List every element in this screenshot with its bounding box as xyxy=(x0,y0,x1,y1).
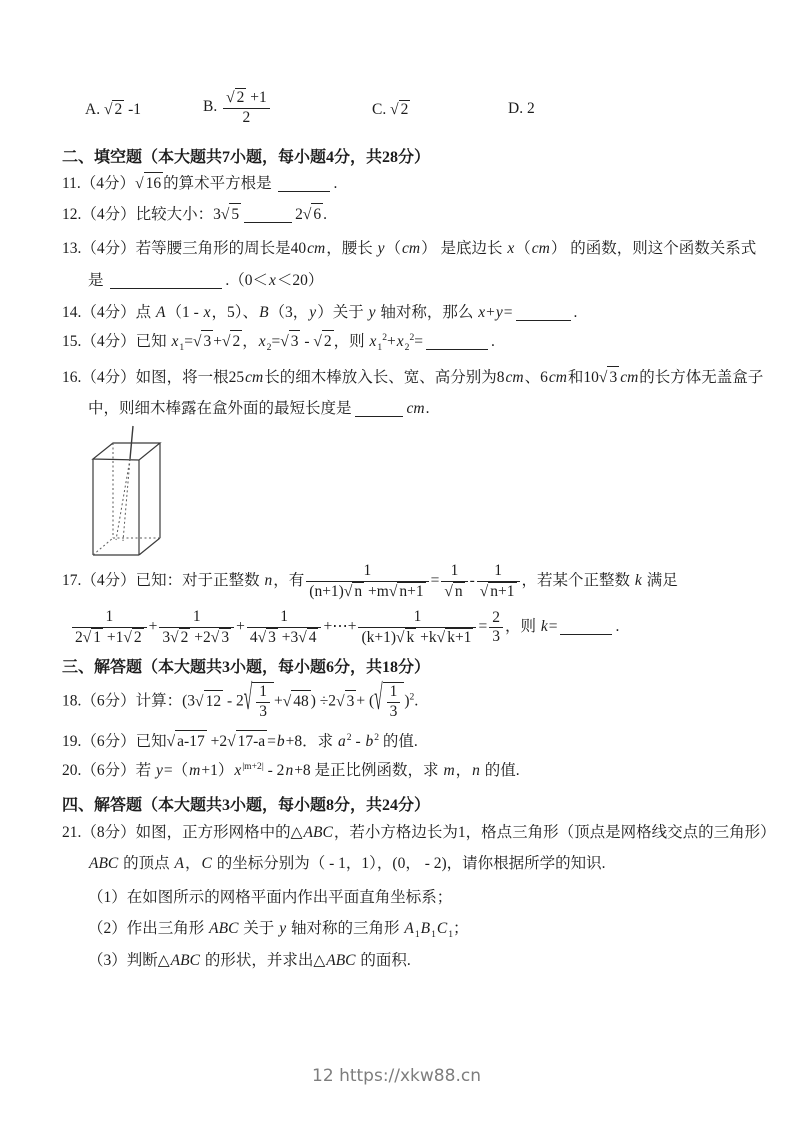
page-footer xyxy=(0,1066,793,1086)
box-hidden-bottom-left-edge xyxy=(93,538,113,555)
question-17-line2: $\frac{1}{2√ 1 +1√ 2}$ + $\frac{1}{3√ 2 +2√ 3}$ + $\frac{1}{4√ 3 +3√ 4}$ +⋯+ $\frac{1}{(k+1)√ k +k√ k+1}$ = $\frac{2}{3}$ ，则 k= . xyxy=(70,608,619,647)
question-21-line1: 21.（8分）如图，正方形网格中的△ABC，若小方格边长为1，格点三角形（顶点是网格线交点的三角形） xyxy=(62,824,776,841)
question-21-part1: （1）在如图所示的网格平面内作出平面直角坐标系； xyxy=(88,889,453,906)
question-16-line1: 16.（4分）如图，将一根25cm长的细木棒放入长、宽、高分别为8cm、6cm和10√ 3 cm的长方体无盖盒子 xyxy=(62,366,763,389)
question-20: 20.（6分）若 $y=(m+1)x^{|m+2|} - 2n+8$ 是正比例函数，求 m，n 的值. xyxy=(62,760,520,779)
footer-url: https://xkw88.cn xyxy=(339,1066,481,1086)
question-21-part3: （3）判断△ABC 的形状，并求出△ABC 的面积. xyxy=(88,952,411,969)
choice-option-a: A. √ 2 -1 xyxy=(85,101,142,118)
question-13-line2: 是 .（0＜x＜20） xyxy=(88,272,324,289)
footer-page-number: 12 xyxy=(312,1066,334,1086)
section-2-header: 二、填空题（本大题共7小题，每小题4分，共28分） xyxy=(62,149,431,166)
question-17-line1: 17.（4分）已知：对于正整数 n，有 $\frac{1}{(n+1)√ n +m√ n+1}$ = $\frac{1}{√ n}$ - $\frac{1}{√ n+1}$ ，若某个正整数 k 满足 xyxy=(62,562,678,600)
question-21-line2: ABC 的顶点 A，C 的坐标分别为（ - 1，1），(0， - 2)，请你根据所学的知识. xyxy=(89,855,606,872)
question-13-line1: 13.（4分）若等腰三角形的周长是40cm，腰长 y（cm） 是底边长 x（cm） 的函数，则这个函数关系式 xyxy=(62,240,757,257)
question-11: 11.（4分）√ 16 的算术平方根是 . xyxy=(62,172,337,195)
section-3-header: 三、解答题（本大题共3小题，每小题6分，共18分） xyxy=(62,659,431,676)
question-12: 12.（4分）比较大小：3√ 5 2√ 6 . xyxy=(62,203,327,226)
choice-option-d: D. 2 xyxy=(508,100,535,117)
box-top-face xyxy=(93,443,160,460)
choice-option-b: B. $\frac{√ 2 +1}{2}$ xyxy=(203,88,272,127)
choice-option-c: C. √ 2 xyxy=(372,101,409,118)
question-15: 15.（4分）已知 $x_1=√$ 3 +√ 2 ，$x_2=√$ 3 - √ 2 ，则 $x_1^2+x_2^2=$ . xyxy=(62,331,495,354)
question-18: 18.（6分）计算：(3√ 12 - 2√ $\frac{1}{3}$ +√ 48 ) ÷2√ 3 + (√ $\frac{1}{3}$ )$^2$. xyxy=(62,678,419,720)
question-14: 14.（4分）点 A（1 - x，5）、B（3，y）关于 y 轴对称，那么 x+y= . xyxy=(62,304,578,321)
box-figure xyxy=(80,418,200,566)
question-21-part2: （2）作出三角形 ABC 关于 y 轴对称的三角形 $A_1B_1C_1$； xyxy=(88,920,469,941)
question-19: 19.（6分）已知√ a-17 +2√ 17-a =b+8．求 $a^2 - b^2$ 的值. xyxy=(62,730,418,753)
box-bottom-right-edge xyxy=(139,538,160,555)
question-16-line2: 中，则细木棒露在盒外面的最短长度是 cm. xyxy=(88,400,430,417)
section-4-header: 四、解答题（本大题共3小题，每小题8分，共24分） xyxy=(62,797,431,814)
stick-inside-line2 xyxy=(123,459,130,541)
stick-inside-line1 xyxy=(116,459,130,540)
